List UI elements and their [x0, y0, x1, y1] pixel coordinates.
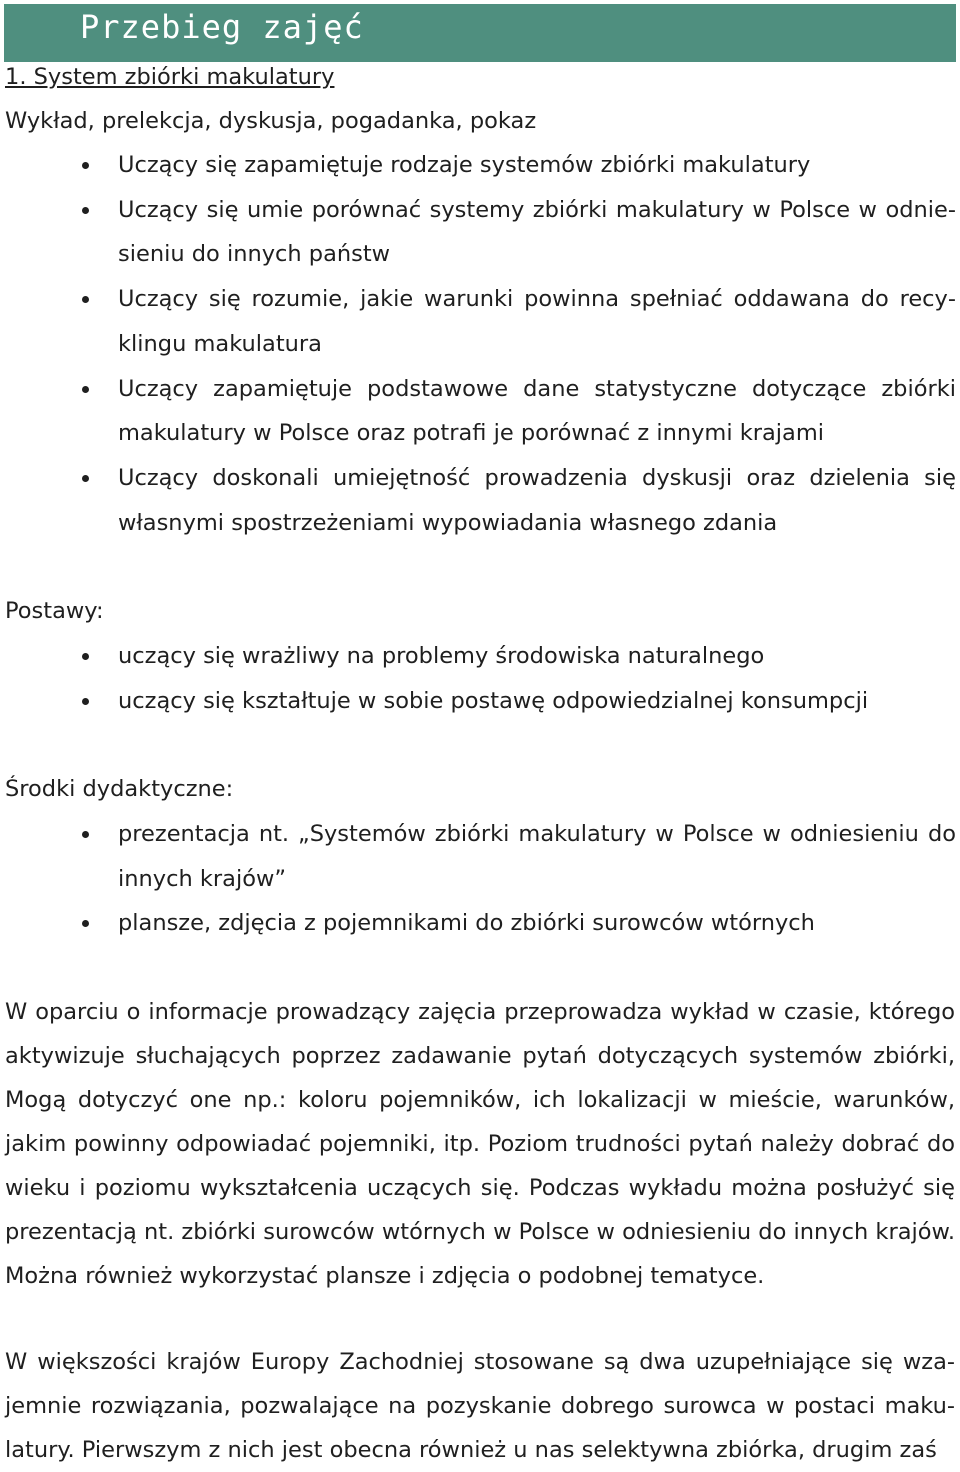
bullet-icon: [82, 475, 89, 482]
objectives-list: [0, 143, 960, 545]
methods-line: Wykład, prelekcja, dyskusja, pogadanka, pokaz: [5, 108, 537, 134]
list-item: [0, 679, 960, 724]
section-heading: 1. System zbiórki makulatury: [5, 64, 335, 90]
list-item: [0, 812, 960, 901]
list-item-text: Uczący się umie porównać systemy zbiórki makulatury w Polsce w odniesieniu do innych państw: [118, 196, 956, 268]
list-item: [0, 143, 960, 188]
list-item-text: uczący się wrażliwy na problemy środowiska naturalnego: [118, 643, 765, 669]
list-item-text: prezentacja nt. „Systemów zbiórki makulatury w Polsce w odniesieniu do innych krajów”: [118, 821, 956, 892]
list-item: [0, 901, 960, 946]
attitudes-list: [0, 634, 960, 723]
bullet-icon: [82, 162, 89, 169]
materials-list: [0, 812, 960, 946]
page-title: Przebieg zajęć: [80, 8, 364, 46]
bullet-icon: [82, 698, 89, 705]
list-item-text: Uczący się zapamiętuje rodzaje systemów zbiórki makulatury: [118, 152, 811, 178]
list-item-text: Uczący się rozumie, jakie warunki powinna spełniać oddawana do recyklingu makulatura: [118, 286, 956, 357]
bullet-icon: [82, 386, 89, 393]
bullet-icon: [82, 831, 89, 838]
materials-label: Środki dydaktyczne:: [5, 776, 234, 802]
body-paragraph-1: W oparciu o informacje prowadzący zajęcia przeprowadza wykład w czasie, którego aktywizuje słuchających poprzez zadawanie pytań dotyczących systemów zbiórki, Mogą dotyczyć one np.: koloru pojemników, ich lokalizacji w mieście, warunków, jakim powinny odpowiadać pojemniki, itp. Poziom trudności pytań należy dobrać do wieku i poziomu wykształcenia uczących się. Podczas wykładu można posłużyć się prezentacją nt. zbiórki surowców wtórnych w Polsce w odniesieniu do innych krajów. Można również wykorzystać plansze i zdjęcia o podobnej tematyce.: [5, 999, 955, 1289]
list-item: [0, 634, 960, 679]
list-item-text: plansze, zdjęcia z pojemnikami do zbiórki surowców wtórnych: [118, 910, 815, 937]
list-item-text: uczący się kształtuje w sobie postawę odpowiedzialnej konsumpcji: [118, 687, 869, 714]
title-bar: [4, 4, 956, 62]
list-item: [0, 277, 960, 366]
list-item: [0, 456, 960, 545]
bullet-icon: [82, 296, 89, 303]
list-item-text: Uczący zapamiętuje podstawowe dane statystyczne dotyczące zbiórki makulatury w Polsce oraz potrafi je porównać z innymi krajami: [118, 375, 956, 447]
bullet-icon: [82, 653, 89, 660]
list-item-text: Uczący doskonali umiejętność prowadzenia dyskusji oraz dzielenia się własnymi spostrzeżeniami wypowiadania własnego zdania: [118, 464, 956, 536]
list-item: [0, 188, 960, 277]
bullet-icon: [82, 207, 89, 214]
body-paragraph-2: W większości krajów Europy Zachodniej stosowane są dwa uzupełniające się wzajemnie rozwiązania, pozwalające na pozyskanie dobrego surowca w postaci makulatury. Pierwszym z nich jest obecna również u nas selektywna zbiórka, drugim zaś: [5, 1349, 955, 1463]
bullet-icon: [82, 920, 89, 927]
attitudes-label: Postawy:: [5, 598, 104, 624]
list-item: [0, 367, 960, 456]
